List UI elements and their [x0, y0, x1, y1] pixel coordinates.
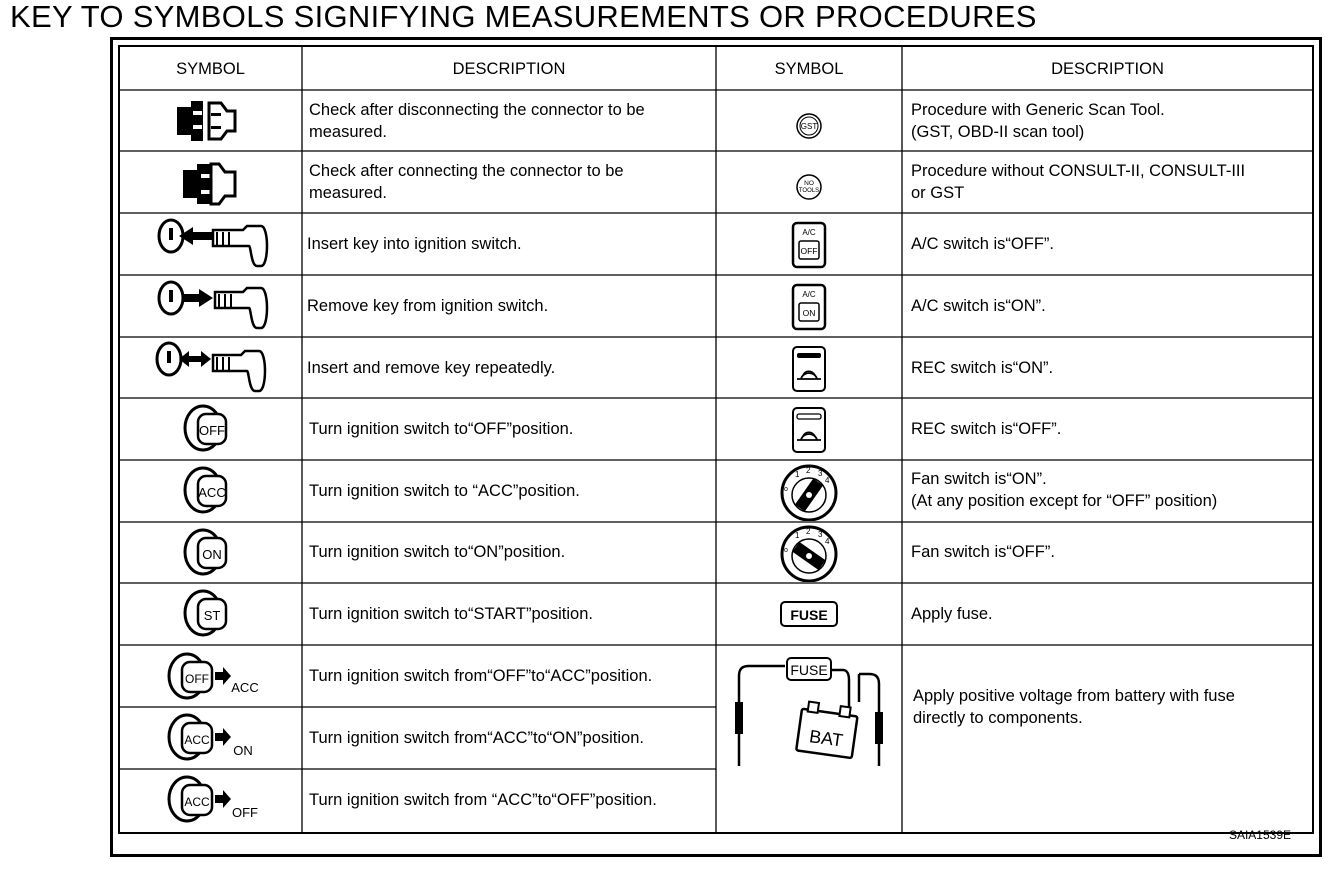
ignition-acc-icon: [181, 464, 241, 516]
fan-level-label: 1: [795, 470, 800, 479]
ac-on-icon: [791, 283, 827, 331]
ignition-label: ACC: [198, 485, 226, 500]
fan-level-label: 2: [806, 527, 811, 536]
fuse-label: FUSE: [790, 662, 828, 678]
desc-rec-on: REC switch is“ON”.: [911, 359, 1054, 377]
desc-line: Procedure without CONSULT-II, CONSULT-III: [911, 162, 1246, 180]
no-tools-icon: [793, 171, 825, 203]
ac-state-label: ON: [802, 308, 816, 318]
ignition-label: ON: [202, 547, 222, 562]
ignition-start-icon: [181, 587, 241, 639]
ignition-label: ACC: [184, 795, 210, 809]
desc-line: measured.: [309, 123, 387, 141]
ac-state-label: OFF: [800, 246, 818, 256]
key-insert-icon: [153, 216, 273, 274]
key-remove-icon: [153, 278, 273, 336]
desc-line: Check after connecting the connector to be: [309, 162, 624, 180]
desc-key-repeat: Insert and remove key repeatedly.: [307, 359, 556, 377]
ignition-target-label: ON: [233, 743, 253, 758]
symbol-table: [110, 37, 1322, 857]
desc-line: measured.: [309, 184, 387, 202]
ignition-label: ACC: [184, 733, 210, 747]
desc-ign-acc: Turn ignition switch to “ACC”position.: [309, 482, 580, 500]
header-description-right: DESCRIPTION: [1051, 60, 1164, 78]
key-insert-remove-icon: [151, 339, 275, 397]
desc-ac-off: A/C switch is“OFF”.: [911, 235, 1054, 253]
desc-no-tools: [911, 160, 1245, 204]
fan-off-icon: [779, 524, 839, 582]
desc-line: (GST, OBD-II scan tool): [911, 123, 1085, 141]
battery-fuse-icon: [719, 652, 899, 782]
desc-line: Apply positive voltage from battery with fuse: [913, 687, 1235, 705]
desc-ign-on: Turn ignition switch to“ON”position.: [309, 543, 566, 561]
desc-line: Check after disconnecting the connector to be: [309, 101, 645, 119]
ignition-target-label: ACC: [231, 680, 259, 695]
no-tools-label-top: NO: [804, 180, 814, 187]
ignition-on-icon: [181, 526, 241, 578]
battery-label: BAT: [808, 726, 845, 751]
desc-fuse: Apply fuse.: [911, 605, 993, 623]
desc-line: Fan switch is“ON”.: [911, 470, 1047, 488]
rec-on-icon: [791, 345, 827, 393]
desc-ac-on: A/C switch is“ON”.: [911, 297, 1046, 315]
gst-label: GST: [800, 122, 818, 131]
svg-text:o: o: [784, 486, 788, 493]
fan-level-label: 4: [825, 476, 830, 485]
fuse-label: FUSE: [790, 607, 828, 623]
ac-off-icon: [791, 221, 827, 269]
desc-fan-on: [911, 468, 1217, 512]
ignition-off-icon: [181, 402, 241, 454]
desc-off-to-acc: Turn ignition switch from“OFF”to“ACC”position.: [309, 667, 653, 685]
rec-off-icon: [791, 406, 827, 454]
desc-ign-start: Turn ignition switch to“START”position.: [309, 605, 593, 623]
no-tools-label-bottom: TOOLS: [798, 188, 820, 194]
desc-line: or GST: [911, 184, 965, 202]
fan-level-label: 2: [806, 466, 811, 475]
ignition-off-to-acc-icon: [165, 650, 265, 702]
fan-on-icon: [779, 463, 839, 521]
desc-key-insert: Insert key into ignition switch.: [307, 235, 522, 253]
desc-fan-off: Fan switch is“OFF”.: [911, 543, 1055, 561]
desc-line: Procedure with Generic Scan Tool.: [911, 101, 1165, 119]
ac-label: A/C: [802, 228, 816, 237]
connector-disconnected-icon: [171, 97, 251, 145]
desc-ign-off: Turn ignition switch to“OFF”position.: [309, 420, 574, 438]
ignition-label: ST: [203, 608, 221, 623]
fan-level-label: 3: [818, 469, 823, 478]
desc-gst: [911, 99, 1165, 143]
ignition-acc-to-on-icon: [165, 711, 265, 763]
desc-rec-off: REC switch is“OFF”.: [911, 420, 1062, 438]
header-symbol-right: SYMBOL: [774, 60, 844, 78]
desc-connect: [309, 160, 624, 204]
fan-level-label: 4: [825, 537, 830, 546]
connector-connected-icon: [179, 160, 249, 208]
ac-label: A/C: [802, 290, 816, 299]
desc-line: (At any position except for “OFF” position): [911, 492, 1218, 510]
desc-key-remove: Remove key from ignition switch.: [307, 297, 549, 315]
ignition-label: OFF: [199, 423, 225, 438]
page-title: KEY TO SYMBOLS SIGNIFYING MEASUREMENTS OR PROCEDURES: [10, 0, 1037, 34]
desc-line: directly to components.: [913, 709, 1083, 727]
ignition-label: OFF: [185, 672, 209, 686]
gst-icon: [793, 110, 825, 142]
ignition-acc-to-off-icon: [165, 773, 265, 825]
fuse-icon: [779, 600, 839, 628]
desc-acc-to-off: Turn ignition switch from “ACC”to“OFF”position.: [309, 791, 657, 809]
ignition-target-label: OFF: [232, 805, 258, 820]
fan-level-label: 1: [795, 531, 800, 540]
header-description-left: DESCRIPTION: [452, 60, 566, 78]
header-symbol-left: SYMBOL: [176, 60, 245, 78]
desc-acc-to-on: Turn ignition switch from“ACC”to“ON”position.: [309, 729, 644, 747]
desc-battery-fuse: [913, 685, 1235, 729]
figure-code: SAIA1539E: [1228, 828, 1291, 842]
desc-disconnect: [309, 99, 645, 143]
fan-level-label: 3: [818, 530, 823, 539]
svg-text:o: o: [784, 547, 788, 554]
